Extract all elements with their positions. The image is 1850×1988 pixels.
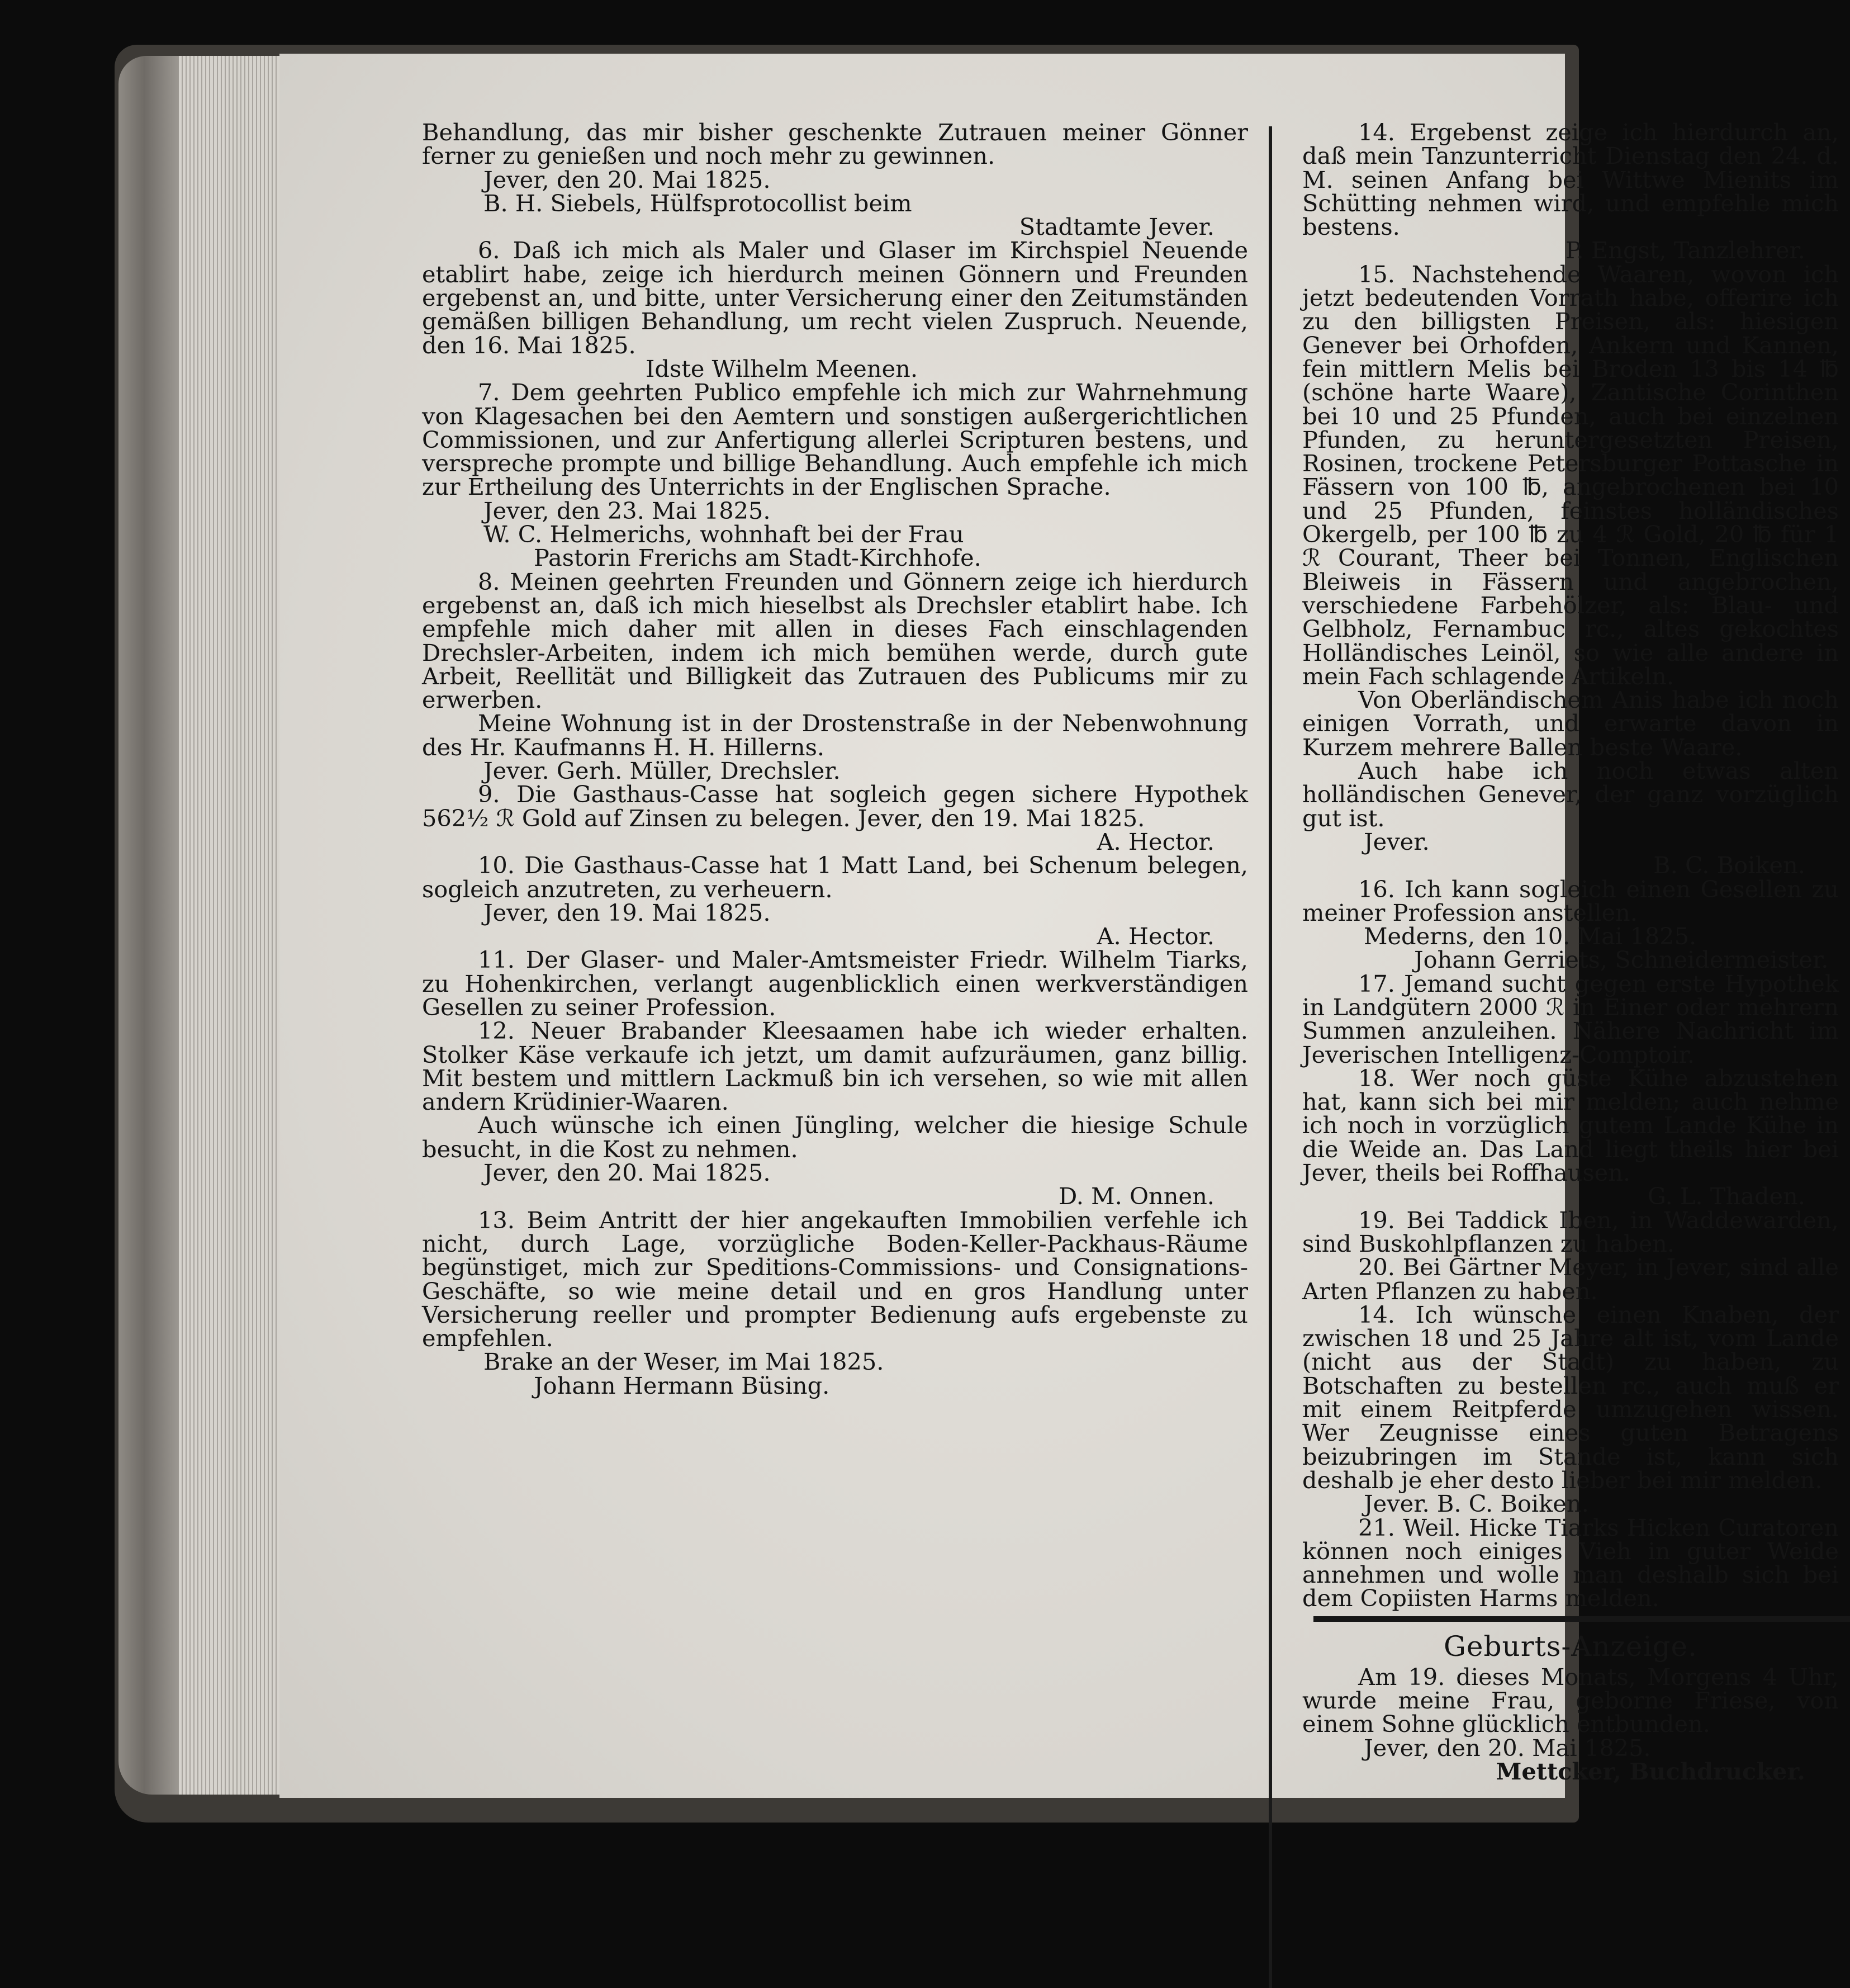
notice-paragraph: 18. Wer noch güste Kühe abzustehen hat, kann sich bei mir melden; auch nehme ich noch in vorzüglich gutem Lande Kühe in die Weide an. Das Land liegt theils hier bei Jever, theils bei Roffhausen.	[1302, 1064, 1839, 1187]
signature-line: D. M. Onnen.	[1058, 1182, 1215, 1210]
signature-line: Jever, den 23. Mai 1825.	[483, 496, 771, 524]
notice-paragraph: Auch wünsche ich einen Jüngling, welcher die hiesige Schule besucht, in die Kost zu nehmen.	[422, 1111, 1248, 1163]
signature-line: P. Engst, Tanzlehrer.	[1565, 236, 1805, 264]
notice-paragraph: Meine Wohnung ist in der Drostenstraße in der Nebenwohnung des Hr. Kaufmanns H. H. Hillerns.	[422, 709, 1248, 761]
birth-notice-place-date: Jever, den 20. Mai 1825.	[1364, 1734, 1651, 1762]
notice-paragraph: 15. Nachstehende Waaren, wovon ich jetzt bedeutenden Vorrath habe, offerire ich zu den billigsten Preisen, als: hiesigen Genever bei Orhofden, Ankern und Kannen, fein mittlern Melis bei Broden 13 bis 14 ℔ (schöne harte Waare), Zantische Corinthen bei 10 und 25 Pfunden, auch bei einzelnen Pfunden, zu heruntergesetzten Preisen, Rosinen, trockene Petersburger Pottasche in Fässern von 100 ℔, angebrochenen bei 10 und 25 Pfunden, feinstes holländisches Okergelb, per 100 ℔ zu 4 ℛ Gold, 20 ℔ für 1 ℛ Courant, Theer bei Tonnen, Englischen Bleiweis in Fässern und angebrochen, verschiedene Farbehölzer, als: Blau- und Gelbholz, Fernambuc rc., altes gekochtes Holländisches Leinöl, so wie alle andere in mein Fach schlagende Artikeln.	[1302, 260, 1839, 690]
notice-paragraph: 7. Dem geehrten Publico empfehle ich mich zur Wahrnehmung von Klagesachen bei den Aemtern und sonstigen außergerichtlichen Commissionen, und zur Anfertigung allerlei Scripturen bestens, und verspreche prompte und billige Behandlung. Auch empfehle ich mich zur Ertheilung des Unterrichts in der Englischen Sprache.	[422, 378, 1248, 501]
notice-paragraph: 6. Daß ich mich als Maler und Glaser im Kirchspiel Neuende etablirt habe, zeige ich hierdurch meinen Gönnern und Freunden ergebenst an, und bitte, unter Versicherung einer den Zeitumständen gemäßen billigen Behandlung, um recht vielen Zuspruch. Neuende, den 16. Mai 1825.	[422, 236, 1248, 359]
column-divider	[1269, 126, 1272, 1988]
signature-line: Idste Wilhelm Meenen.	[646, 354, 918, 382]
birth-notice-heading: Geburts-Anzeige.	[1443, 1630, 1697, 1663]
notice-paragraph: 11. Der Glaser- und Maler-Amtsmeister Friedr. Wilhelm Tiarks, zu Hohenkirchen, verlangt augenblicklich einen werkverständigen Gesellen zu seiner Profession.	[422, 946, 1248, 1021]
birth-notice-body: Am 19. dieses Monats, Morgens 4 Uhr, wurde meine Frau, geborne Friese, von einem Sohne glücklich entbunden.	[1302, 1663, 1839, 1738]
signature-line: A. Hector.	[1097, 827, 1215, 855]
notice-paragraph: 8. Meinen geehrten Freunden und Gönnern zeige ich hierdurch ergebenst an, daß ich mich hieselbst als Drechsler etablirt habe. Ich empfehle mich daher mit allen in dieses Fach einschlagenden Drechsler-Arbeiten, indem ich mich bemühen werde, durch gute Arbeit, Reellität und Billigkeit das Zutrauen des Publicums mir zu erwerben.	[422, 567, 1248, 714]
notice-paragraph: Von Oberländischem Anis habe ich noch einigen Vorrath, und erwarte davon in Kurzem mehrere Ballen beste Waare.	[1302, 686, 1839, 761]
signature-line: Stadtamte Jever.	[1019, 213, 1215, 241]
notice-paragraph: 20. Bei Gärtner Meyer, in Jever, sind alle Arten Pflanzen zu haben.	[1302, 1253, 1839, 1305]
notice-paragraph: 12. Neuer Brabander Kleesaamen habe ich wieder erhalten. Stolker Käse verkaufe ich jetzt, um damit aufzuräumen, ganz billig. Mit bestem und mittlern Lackmuß bin ich versehen, so wie mit allen andern Krüdinier-Waaren.	[422, 1017, 1248, 1116]
signature-line: Jever, den 19. Mai 1825.	[483, 898, 771, 926]
notice-paragraph: 19. Bei Taddick Iben, in Waddewarden, sind Buskohlpflanzen zu haben.	[1302, 1206, 1839, 1257]
signature-line: Jever.	[1364, 827, 1430, 855]
notice-paragraph: 16. Ich kann sogleich einen Gesellen zu meiner Profession anstellen.	[1302, 875, 1839, 926]
signature-line: Mederns, den 10. Mai 1825.	[1364, 922, 1697, 950]
notice-paragraph: 17. Jemand sucht gegen erste Hypothek in Landgütern 2000 ℛ in Einer oder mehrern Summen anzuleihen. Nähere Nachricht im Jeverischen Intelligenz-Comptoir.	[1302, 969, 1839, 1068]
page-stack-edges	[179, 56, 285, 1795]
signature-line: Jever. B. C. Boiken.	[1364, 1490, 1589, 1518]
signature-line: G. L. Thaden.	[1647, 1182, 1805, 1210]
birth-notice-signature: Mettcker, Buchdrucker.	[1496, 1757, 1805, 1785]
notice-paragraph: 14. Ergebenst zeige ich hierdurch an, daß mein Tanzunterricht Dienstag den 24. d. M. seinen Anfang bei Wittwe Mienits im Schütting nehmen wird, und empfehle mich bestens.	[1302, 119, 1839, 241]
notice-paragraph: 10. Die Gasthaus-Casse hat 1 Matt Land, bei Schenum belegen, sogleich anzutreten, zu verheuern.	[422, 851, 1248, 903]
signature-line: W. C. Helmerichs, wohnhaft bei der Frau	[483, 520, 964, 548]
notice-paragraph: 9. Die Gasthaus-Casse hat sogleich gegen sichere Hypothek 562½ ℛ Gold auf Zinsen zu belegen. Jever, den 19. Mai 1825.	[422, 780, 1248, 832]
left-column	[422, 121, 1248, 1398]
signature-line: B. C. Boiken.	[1653, 851, 1805, 879]
section-rule	[1313, 1616, 1850, 1622]
signature-line: B. H. Siebels, Hülfsprotocollist beim	[483, 189, 912, 217]
signature-line: Johann Hermann Büsing.	[534, 1371, 830, 1399]
notice-paragraph: Auch habe ich noch etwas alten holländischen Genever, der ganz vorzüglich gut ist.	[1302, 757, 1839, 832]
newspaper-page	[279, 54, 1839, 1798]
birth-notice	[1302, 1630, 1839, 1783]
signature-line: Jever, den 20. Mai 1825.	[483, 1159, 771, 1187]
signature-line: Johann Gerriets, Schneidermeister.	[1414, 946, 1829, 974]
signature-line: Jever, den 20. Mai 1825.	[483, 165, 771, 193]
right-column-notices	[1302, 121, 1839, 1611]
signature-line: Brake an der Weser, im Mai 1825.	[483, 1348, 884, 1376]
book-cover-edge	[118, 56, 183, 1795]
notice-paragraph: 21. Weil. Hicke Tiarks Hicken Curatoren können noch einiges Vieh in guter Weide annehmen und wolle man deshalb sich bei dem Copiisten Harms melden.	[1302, 1513, 1839, 1612]
notice-paragraph: 14. Ich wünsche einen Knaben, der zwischen 18 und 25 Jahre alt ist, vom Lande (nicht aus der Stadt) zu haben, zu Botschaften zu bestellen rc., auch muß er mit einem Reitpferde umzugehen wissen. Wer Zeugnisse eines guten Betragens beizubringen im Stande ist, kann sich deshalb je eher desto lieber bei mir melden.	[1302, 1300, 1839, 1494]
signature-line: Jever. Gerh. Müller, Drechsler.	[483, 757, 841, 785]
signature-line: Pastorin Frerichs am Stadt-Kirchhofe.	[534, 544, 981, 572]
right-column	[1302, 121, 1839, 1783]
notice-paragraph: Behandlung, das mir bisher geschenkte Zutrauen meiner Gönner ferner zu genießen und noch mehr zu gewinnen.	[422, 119, 1248, 170]
notice-paragraph: 13. Beim Antritt der hier angekauften Immobilien verfehle ich nicht, durch Lage, vorzügliche Boden-Keller-Packhaus-Räume begünstiget, mich zur Speditions-Commissions- und Consignations-Geschäfte, so wie meine detail und en gros Handlung unter Versicherung reeller und prompter Bedienung aufs ergebenste zu empfehlen.	[422, 1206, 1248, 1352]
signature-line: A. Hector.	[1097, 922, 1215, 950]
